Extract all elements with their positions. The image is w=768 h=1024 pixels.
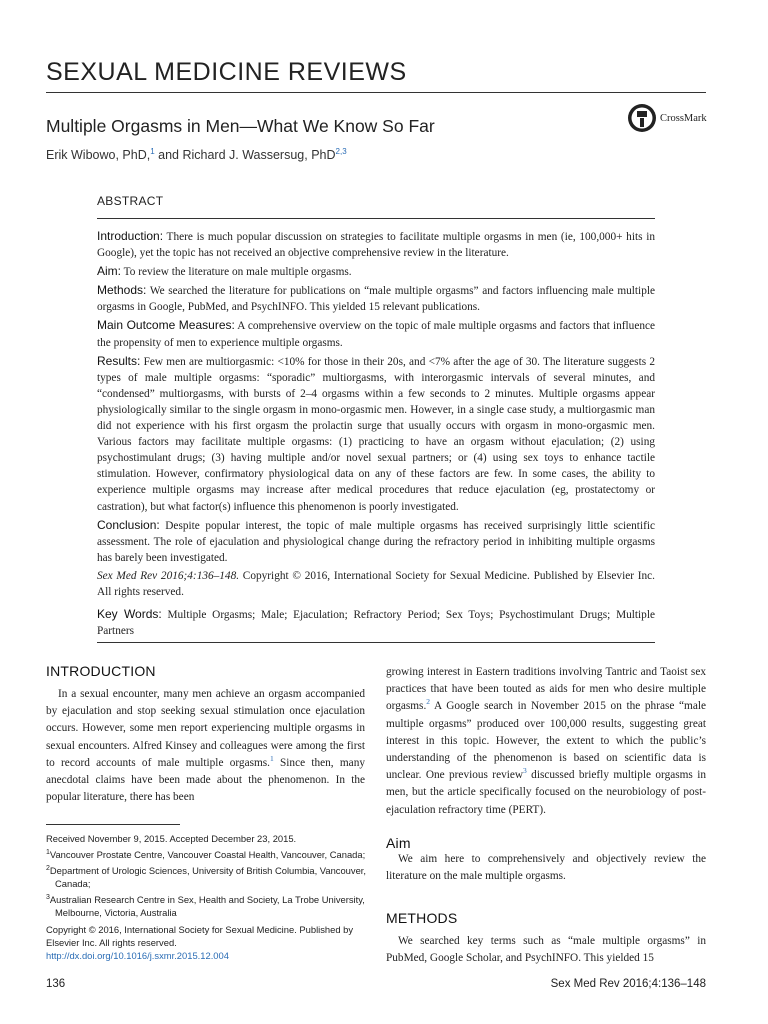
reference-link[interactable]: 3 <box>523 766 527 776</box>
copyright-notice: Copyright © 2016, International Society for Sexual Medicine. Published by Elsevier Inc. All rights reserved. <box>46 923 354 948</box>
abstract-text: There is much popular discussion on strategies to facilitate multiple orgasms in men (ie, 100,000+ hits in Google), yet the topic has not received an objective comprehensive review in the literature. <box>97 231 655 260</box>
page-number: 136 <box>46 978 66 990</box>
abstract-aim <box>97 263 655 280</box>
citation-copyright: Copyright © 2016, International Society for Sexual Medicine. Published by Elsevier Inc. All rights reserved. <box>97 569 655 598</box>
abstract-label: Main Outcome Measures: <box>97 318 235 333</box>
abstract-label: Introduction: <box>97 229 164 243</box>
reference-link[interactable]: 1 <box>270 754 274 764</box>
affiliation-text: Australian Research Centre in Sex, Health and Society, La Trobe University, Melbourne, Victoria, Australia <box>49 894 365 919</box>
aim-paragraph: We aim here to comprehensively and objectively review the literature on the male multiple orgasms. <box>386 853 706 883</box>
methods-heading: METHODS <box>386 910 458 926</box>
abstract-text: A comprehensive overview on the topic of male multiple orgasms and factors that influence the propensity of men to experience multiple orgasms. <box>97 320 656 349</box>
reference-link[interactable]: 2 <box>426 697 431 707</box>
paragraph-text: In a sexual encounter, many men achieve an orgasm accompanied by ejaculation and stop seeking sexual stimulation once ejaculation occurs. However, some men report experiencing multiple orgasms in sexual encounters. Alfred Kinsey and colleagues were among the first to record accounts of male multiple orgasms. <box>46 688 365 769</box>
methods-paragraph: We searched key terms such as “male multiple orgasms” in PubMed, Google Scholar, and PsychINFO. This yielded 15 <box>386 935 706 965</box>
abstract-results <box>97 353 655 515</box>
introduction-paragraph-continued <box>386 664 706 819</box>
crossmark-icon <box>627 103 657 133</box>
affiliation-2 <box>46 864 366 890</box>
author-line <box>46 148 347 162</box>
abstract-methods <box>97 282 655 315</box>
affiliation-1 <box>46 848 366 861</box>
paragraph-text: discussed briefly multiple orgasms in men, but the article specifically focused on the neurobiology of post-ejaculation refractory time (PERT). <box>386 769 706 816</box>
keywords-text: Multiple Orgasms; Male; Ejaculation; Refractory Period; Sex Toys; Psychostimulant Drugs; Multiple Partners <box>97 609 655 638</box>
abstract-label: Methods: <box>97 283 147 298</box>
introduction-heading: INTRODUCTION <box>46 663 156 679</box>
abstract-rule-top <box>97 218 655 219</box>
abstract-keywords <box>97 606 655 639</box>
abstract-label: Conclusion: <box>97 517 160 532</box>
author-2: and Richard J. Wassersug, PhD <box>154 148 336 162</box>
affiliation-marker: 2 <box>46 865 50 873</box>
abstract-text: Few men are multiorgasmic: <10% for those in their 20s, and <7% after the age of 30. The literature suggests 2 types of male multiple orgasms: “sporadic” multiorgasms, with interorgasmic intervals of several minutes, and “condensed” multiorgasms, with bursts of 2–4 orgasms within a few seconds to 2 minutes. Multiple orgasms appear physiologically similar to the single orgasm in mono-orgasmic men. However, in a single case study, a multiorgasmic man did not experience with his first orgasm the prolactin surge that usually occurs with orgasm in mono-orgasmic men. Various factors may facilitate multiple orgasms: (1) practicing to have an orgasm without ejaculation; (2) using psychostimulant drugs; (3) having multiple and/or novel sexual partners; or (4) using sex toys to enhance tactile stimulation. However, confirmatory physiological data on any of these factors are few. In some cases, the ability to experience multiple orgasms may increase after medical procedures that reduce ejaculation (eg, prostatectomy or castration), but what factor(s) influence this phenomenon is poorly investigated. <box>97 355 655 513</box>
abstract-introduction <box>97 228 655 261</box>
header-rule <box>46 92 706 93</box>
affiliation-marker: 1 <box>46 848 50 856</box>
citation-journal: Sex Med Rev 2016;4:136–148. <box>97 569 240 582</box>
crossmark-badge[interactable] <box>627 103 707 133</box>
author-1: Erik Wibowo, PhD, <box>46 148 151 162</box>
article-title: Multiple Orgasms in Men—What We Know So Far <box>46 116 435 136</box>
abstract-text: To review the literature on male multiple orgasms. <box>121 266 352 279</box>
author-1-affiliation[interactable]: 1 <box>150 146 155 156</box>
methods-section <box>386 933 706 967</box>
keywords-label: Key Words: <box>97 607 162 622</box>
abstract-text: Despite popular interest, the topic of male multiple orgasms has received surprisingly little scientific assessment. The role of ejaculation and physiological change during the refractory period in inhibiting multiple orgasms has barely been investigated. <box>97 519 655 564</box>
aim-heading: Aim <box>386 835 411 851</box>
aim-section <box>386 851 706 885</box>
paragraph-text: growing interest in Eastern traditions involving Tantric and Taoist sex practices that have been touted as aids for men who desire multiple orgasms. <box>386 666 706 713</box>
abstract-body <box>97 228 655 641</box>
author-2-affiliation[interactable]: 2,3 <box>335 146 347 156</box>
affiliation-text: Department of Urologic Sciences, University of British Columbia, Vancouver, Canada; <box>49 865 367 890</box>
footnote-rule <box>46 824 180 825</box>
abstract-text: We searched the literature for publications on “male multiple orgasms” and factors influencing male multiple orgasms in Google, PubMed, and PsychINFO. This yielded 15 relevant publications. <box>97 285 655 314</box>
introduction-paragraph <box>46 686 365 806</box>
abstract-outcome <box>97 317 655 350</box>
footnotes <box>46 832 366 962</box>
abstract-citation <box>97 568 655 600</box>
crossmark-label: CrossMark <box>660 112 707 124</box>
abstract-label: Results: <box>97 353 141 368</box>
abstract-conclusion <box>97 517 655 566</box>
abstract-label: Aim: <box>97 264 121 279</box>
paragraph-text: Since then, many anecdotal claims have been made about the phenomenon. In the popular literature, there has been <box>46 756 365 804</box>
affiliation-3 <box>46 893 366 919</box>
paragraph-text: A Google search in November 2015 on the phrase “male multiple orgasms” produced over 100,000 results, suggesting great interest in this topic. However, the extent to which the public’s understanding of the phenomenon is based on scientific data is unclear. One previous review <box>386 700 706 782</box>
affiliation-marker: 3 <box>46 894 50 902</box>
received-dates: Received November 9, 2015. Accepted December 23, 2015. <box>46 833 297 844</box>
introduction-left <box>46 686 365 806</box>
journal-name: SEXUAL MEDICINE REVIEWS <box>46 58 407 86</box>
affiliation-text: Vancouver Prostate Centre, Vancouver Coastal Health, Vancouver, Canada; <box>49 849 366 861</box>
abstract-rule-bottom <box>97 642 655 643</box>
abstract-heading: ABSTRACT <box>97 194 164 208</box>
introduction-right <box>386 664 706 819</box>
footer-citation: Sex Med Rev 2016;4:136–148 <box>550 978 706 990</box>
doi-link[interactable]: http://dx.doi.org/10.1016/j.sxmr.2015.12.004 <box>46 949 229 961</box>
